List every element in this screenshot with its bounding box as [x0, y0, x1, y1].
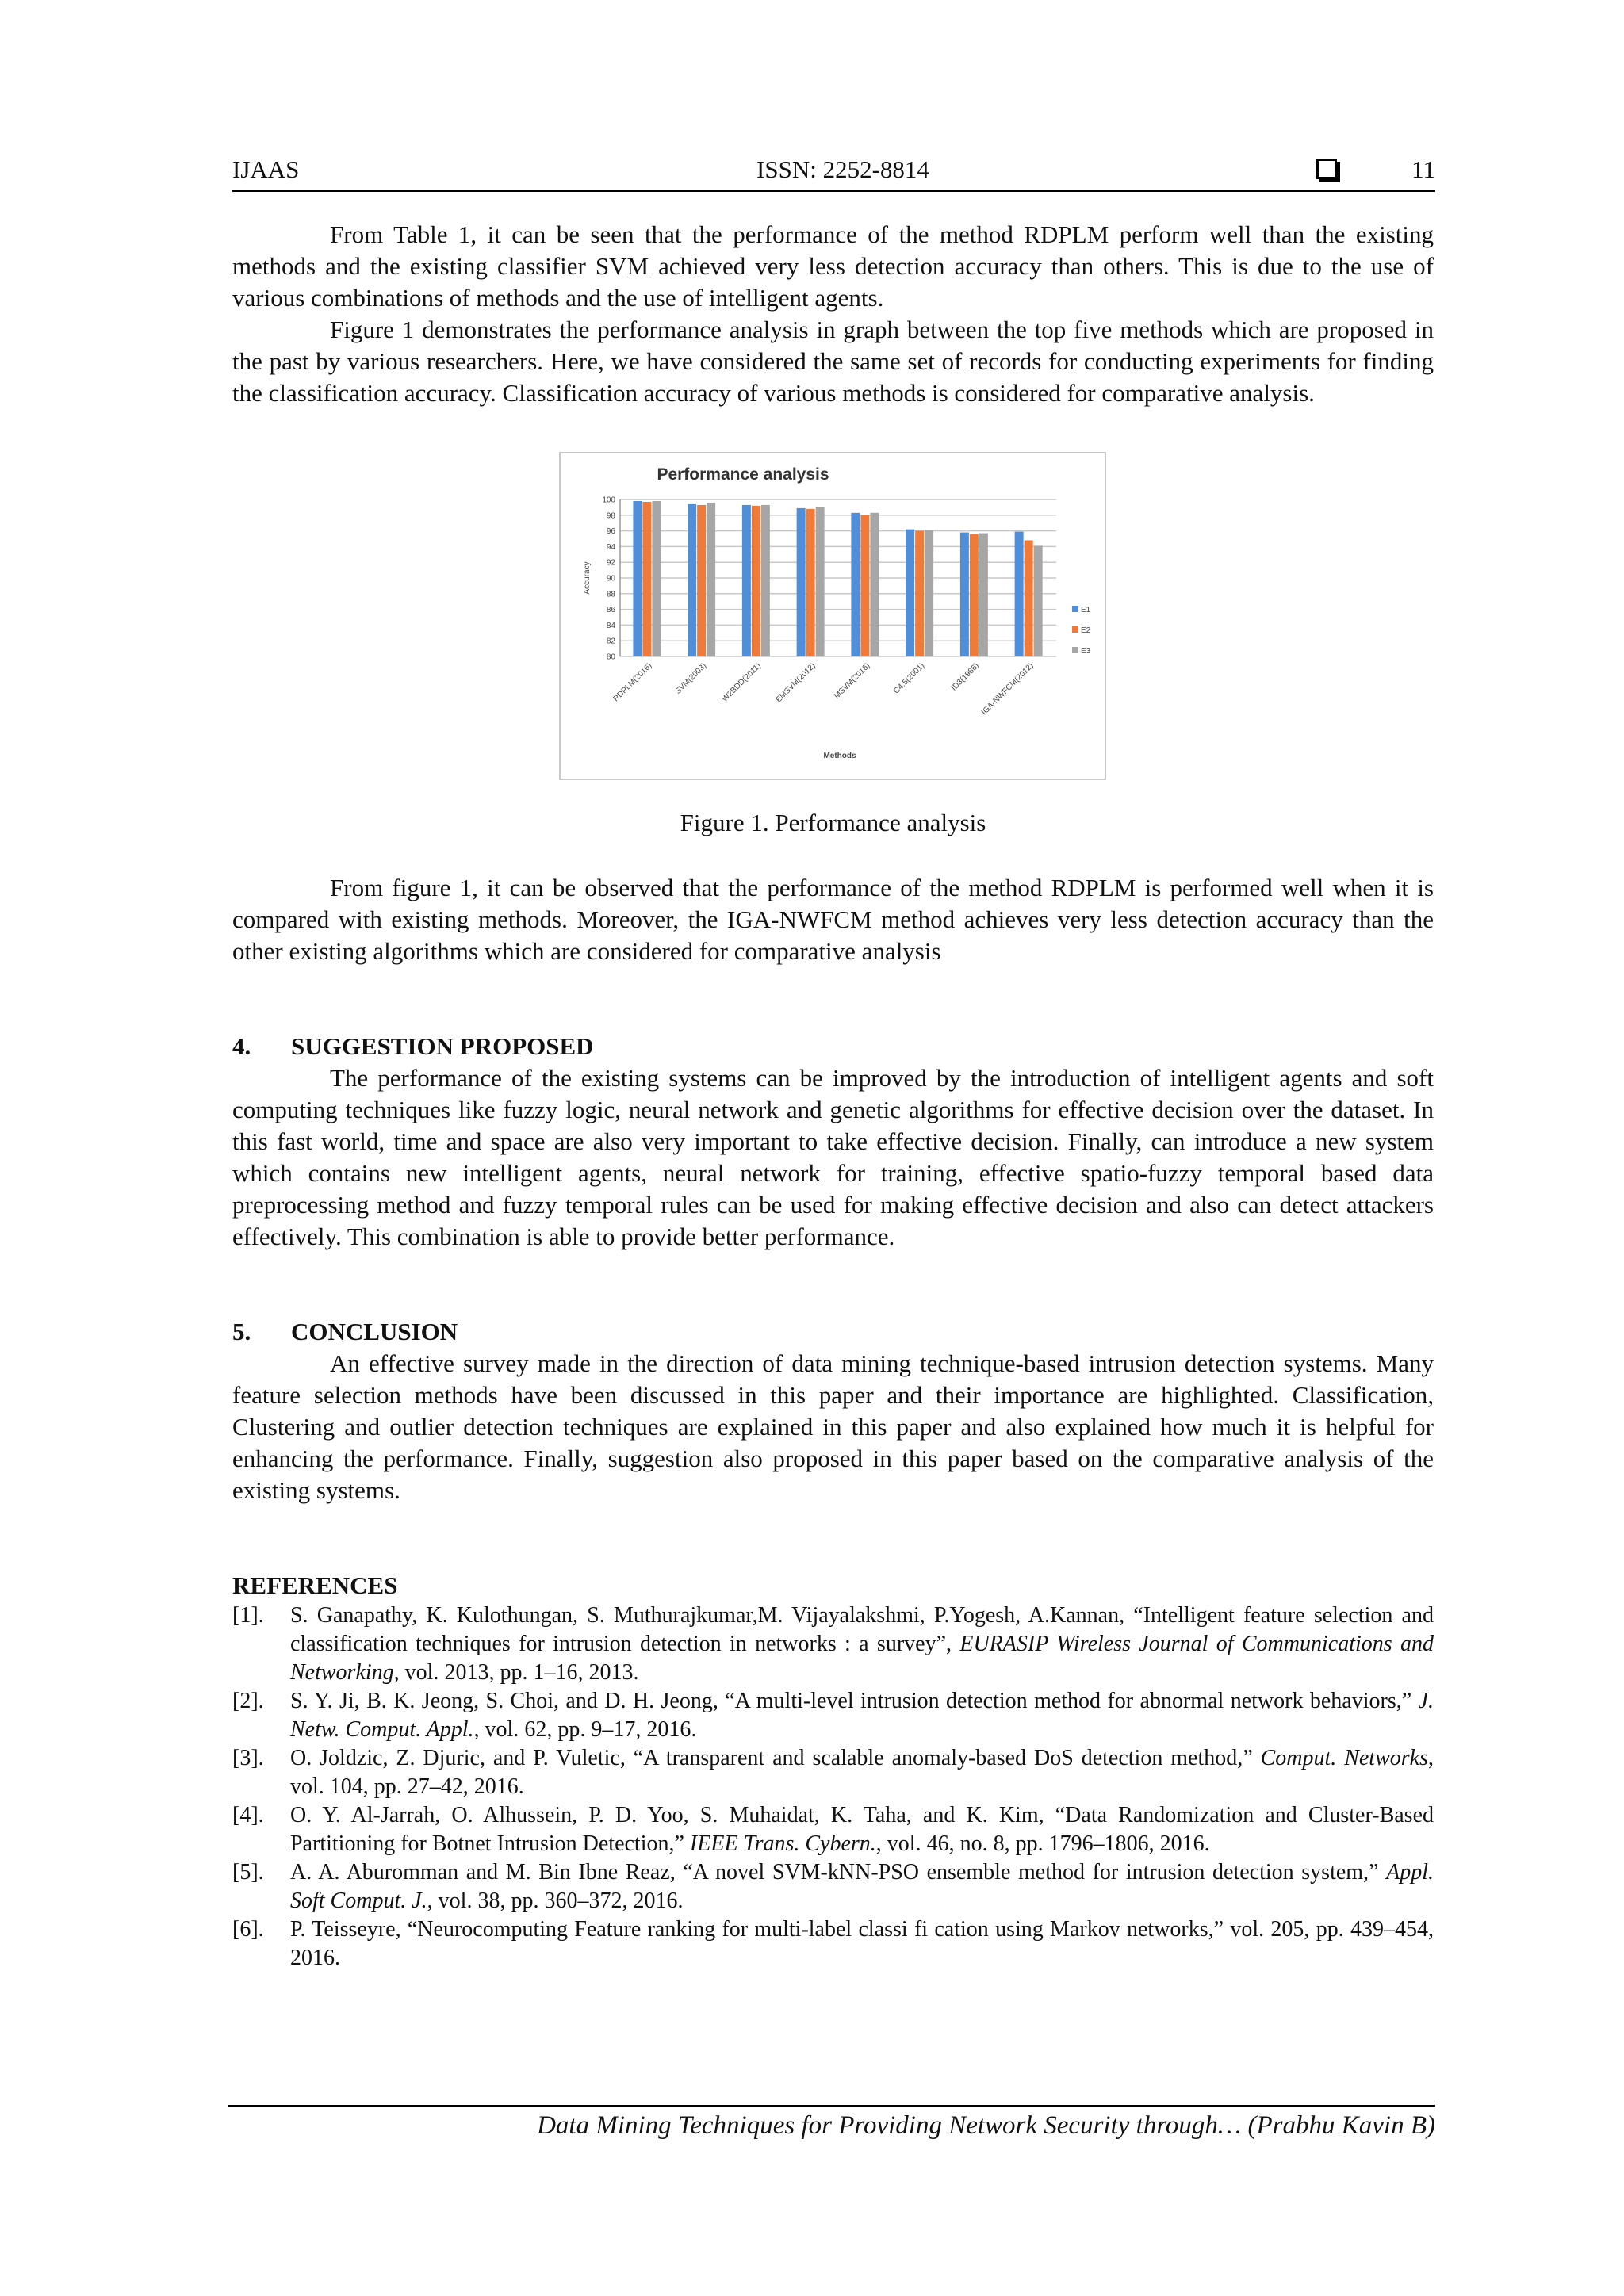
y-tick-label: 82 [606, 637, 615, 646]
bar-e3 [707, 503, 715, 656]
reference-number: [1]. [232, 1603, 264, 1628]
legend-label: E1 [1081, 606, 1091, 614]
y-tick-label: 84 [606, 621, 615, 630]
bar-e1 [1015, 532, 1024, 656]
reference-text: S. Ganapathy, K. Kulothungan, S. Muthurajkumar,M. Vijayalakshmi, P.Yogesh, A.Kannan, “Intelligent feature selection and classification techniques for intrusion detection in networks : a survey”, [290, 1603, 1434, 1656]
x-tick-label: W2BDD(2011) [720, 661, 763, 704]
bar-e2 [697, 505, 706, 656]
reference-venue: J. Netw. Comput. Appl. [290, 1689, 1434, 1742]
y-tick-label: 86 [606, 606, 615, 615]
section-text: An effective survey made in the direction of data mining technique-based intrusion detection systems. Many feature selection methods have been discussed in this paper and their importance are highlighted. Classification, Clustering and outlier detection techniques are explained in this paper and also explained how much it is helpful for enhancing the performance. Finally, suggestion also proposed in this paper based on the comparative analysis of the existing systems. [232, 1349, 1434, 1504]
x-tick-label: EMSVM(2012) [774, 661, 818, 705]
bar-e3 [1034, 545, 1043, 656]
section-heading [232, 1031, 1434, 1062]
bar-e2 [752, 506, 760, 656]
figure-1 [232, 452, 1434, 837]
reference-item [232, 1915, 1434, 1973]
bar-e2 [860, 515, 869, 656]
bar-e2 [915, 531, 924, 656]
square-icon [1316, 159, 1337, 179]
reference-text: O. Y. Al-Jarrah, O. Alhussein, P. D. Yoo, S. Muhaidat, K. Taha, and K. Kim, “Data Randomization and Cluster-Based Partitioning for Botnet Intrusion Detection,” [290, 1803, 1434, 1856]
bar-e3 [925, 530, 933, 656]
y-tick-label: 100 [602, 496, 615, 505]
page-content [232, 219, 1434, 1973]
reference-item [232, 1601, 1434, 1687]
reference-item [232, 1801, 1434, 1858]
reference-item [232, 1744, 1434, 1801]
paragraph: Figure 1 demonstrates the performance analysis in graph between the top five methods which are proposed in the past by various researchers. Here, we have considered the same set of records for conducting experiments for finding the classification accuracy. Classification accuracy of various methods is considered for comparative analysis. [232, 316, 1434, 407]
chart-title: Performance analysis [657, 465, 829, 484]
x-axis-label: Methods [823, 752, 856, 760]
x-tick-label: IGA-NWFCM(2012) [979, 661, 1036, 718]
reference-number: [5]. [232, 1860, 264, 1885]
reference-details: , vol. 104, pp. 27–42, 2016. [290, 1746, 1434, 1799]
y-tick-label: 80 [606, 652, 615, 662]
reference-item [232, 1687, 1434, 1744]
reference-venue: IEEE Trans. Cybern. [689, 1831, 876, 1856]
page-number: 11 [1411, 155, 1435, 183]
reference-text: S. Y. Ji, B. K. Jeong, S. Choi, and D. H. Jeong, “A multi-level intrusion detection method for abnormal network behaviors,” [290, 1689, 1419, 1713]
bar-e1 [742, 505, 751, 656]
section-number: 5. [232, 1318, 251, 1345]
x-tick-label: C4.5(2001) [892, 661, 927, 696]
bar-e1 [797, 508, 806, 656]
reference-venue: EURASIP Wireless Journal of Communications and Networking [290, 1632, 1434, 1685]
legend-swatch [1072, 606, 1078, 612]
bar-e3 [870, 513, 879, 656]
reference-number: [3]. [232, 1746, 264, 1770]
x-tick-label: SVM(2003) [673, 661, 709, 696]
section-heading [232, 1316, 1434, 1348]
y-tick-label: 92 [606, 558, 615, 568]
references-heading: REFERENCES [232, 1571, 398, 1599]
performance-chart [561, 453, 1105, 779]
reference-text: A. A. Aburomman and M. Bin Ibne Reaz, “A novel SVM-kNN-PSO ensemble method for intrusion detection system,” [290, 1860, 1387, 1885]
legend-swatch [1072, 647, 1078, 653]
y-tick-label: 88 [606, 590, 615, 599]
bar-e1 [851, 513, 860, 656]
y-tick-label: 94 [606, 542, 615, 552]
section-title: SUGGESTION PROPOSED [291, 1032, 594, 1060]
bar-e2 [806, 509, 815, 656]
section-number: 4. [232, 1032, 251, 1060]
page-footer [228, 2105, 1435, 2141]
y-tick-label: 96 [606, 527, 615, 537]
y-axis-label: Accuracy [583, 561, 592, 595]
bar-e3 [979, 534, 988, 656]
paragraph: From figure 1, it can be observed that the performance of the method RDPLM is performed well when it is compared with existing methods. Moreover, the IGA-NWFCM method achieves very less detection accuracy than the other existing algorithms which are considered for comparative analysis [232, 874, 1434, 965]
figure-caption: Figure 1. Performance analysis [680, 809, 986, 836]
bar-e1 [906, 530, 914, 656]
bar-e1 [960, 533, 969, 656]
reference-item [232, 1858, 1434, 1915]
reference-text: P. Teisseyre, “Neurocomputing Feature ranking for multi-label classi fi cation using Markov networks,” vol. 205, pp. 439–454, 2016. [290, 1917, 1434, 1970]
chart-frame [559, 452, 1106, 780]
reference-text: O. Joldzic, Z. Djuric, and P. Vuletic, “A transparent and scalable anomaly-based DoS detection method,” [290, 1746, 1261, 1770]
reference-venue: Appl. Soft Comput. J. [290, 1860, 1434, 1913]
issn: ISSN: 2252-8814 [756, 155, 929, 183]
legend-label: E2 [1081, 626, 1091, 635]
bar-e2 [642, 502, 651, 656]
y-tick-label: 98 [606, 511, 615, 521]
reference-list [232, 1601, 1434, 1973]
legend-label: E3 [1081, 647, 1091, 656]
running-title: Data Mining Techniques for Providing Network Security through… (Prabhu Kavin B) [537, 2111, 1435, 2140]
section-text: The performance of the existing systems can be improved by the introduction of intelligent agents and soft computing techniques like fuzzy logic, neural network and genetic algorithms for effective decision over the dataset. In this fast world, time and space are also very important to take effective decision. Finally, can introduce a new system which contains new intelligent agents, neural network for training, effective spatio-fuzzy temporal based data preprocessing method and fuzzy temporal rules can be used for making effective decision and also can detect attackers effectively. This combination is able to provide better performance. [232, 1064, 1434, 1250]
x-tick-label: RDPLM(2016) [611, 661, 654, 704]
reference-venue: Comput. Networks [1260, 1746, 1428, 1770]
bar-e1 [633, 501, 642, 656]
legend-swatch [1072, 626, 1078, 633]
reference-details: , vol. 38, pp. 360–372, 2016. [427, 1888, 684, 1913]
reference-number: [2]. [232, 1689, 264, 1713]
section-title: CONCLUSION [291, 1318, 458, 1345]
bar-e3 [816, 507, 825, 656]
reference-details: , vol. 62, pp. 9–17, 2016. [473, 1717, 697, 1742]
bar-e3 [761, 505, 770, 656]
page-header [232, 155, 1435, 192]
x-tick-label: ID3(1986) [949, 661, 981, 693]
reference-details: , vol. 46, no. 8, pp. 1796–1806, 2016. [875, 1831, 1210, 1856]
reference-number: [4]. [232, 1803, 264, 1827]
bar-e1 [688, 504, 696, 656]
journal-name: IJAAS [232, 155, 300, 183]
bar-e3 [652, 501, 661, 656]
reference-details: , vol. 2013, pp. 1–16, 2013. [393, 1660, 639, 1685]
reference-number: [6]. [232, 1917, 264, 1942]
bar-e2 [1025, 540, 1033, 656]
y-tick-label: 90 [606, 574, 615, 584]
x-tick-label: MSVM(2016) [833, 661, 872, 701]
bar-e2 [970, 534, 979, 656]
paragraph: From Table 1, it can be seen that the performance of the method RDPLM perform well than the existing methods and the existing classifier SVM achieved very less detection accuracy than others. This is due to the use of various combinations of methods and the use of intelligent agents. [232, 220, 1434, 312]
